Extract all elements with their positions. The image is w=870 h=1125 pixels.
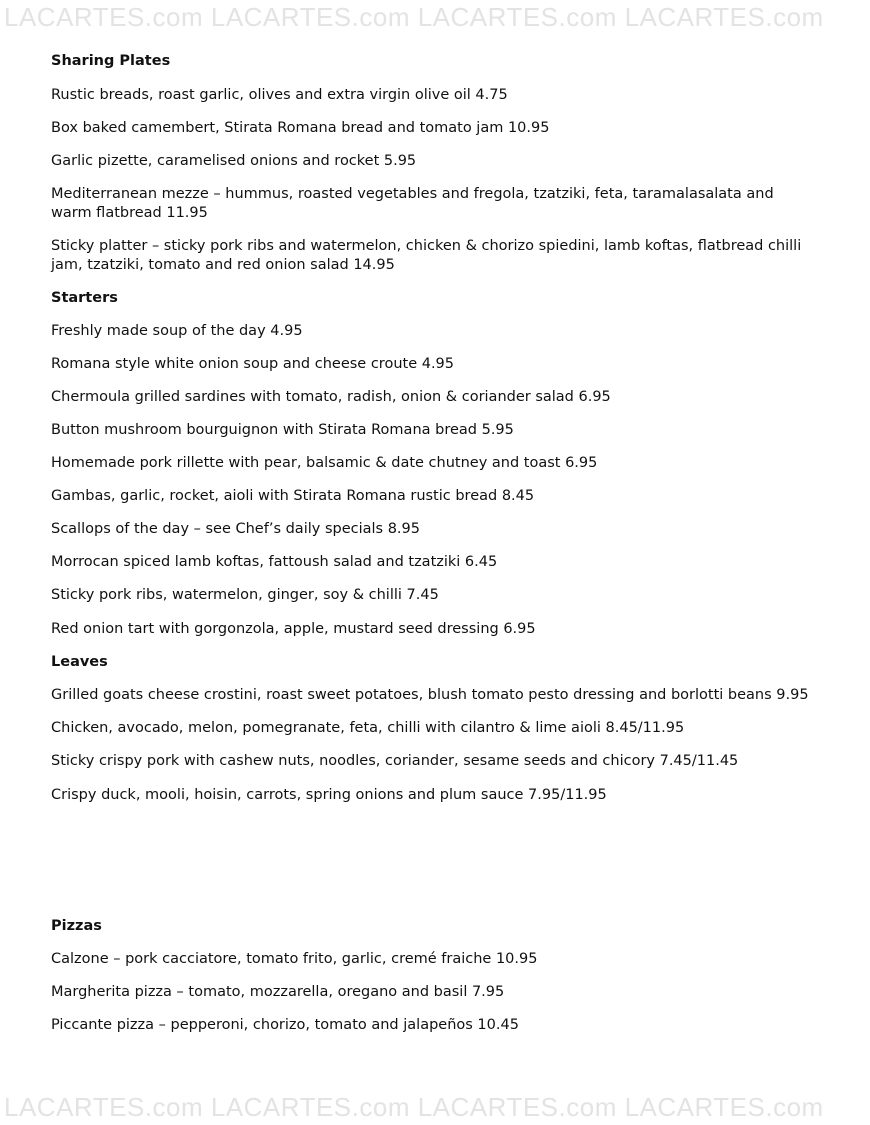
- menu-item: Crispy duck, mooli, hoisin, carrots, spring onions and plum sauce 7.95/11.95: [51, 787, 607, 803]
- menu-item: Piccante pizza – pepperoni, chorizo, tomato and jalapeños 10.45: [51, 1017, 519, 1033]
- menu-item: Chermoula grilled sardines with tomato, radish, onion & coriander salad 6.95: [51, 389, 611, 405]
- menu-item: Grilled goats cheese crostini, roast sweet potatoes, blush tomato pesto dressing and borlotti beans 9.95: [51, 687, 809, 703]
- menu-item: Sticky platter – sticky pork ribs and watermelon, chicken & chorizo spiedini, lamb koftas, flatbread chilli jam, tzatziki, tomato and red onion salad 14.95: [51, 238, 802, 273]
- menu-item: Mediterranean mezze – hummus, roasted vegetables and fregola, tzatziki, feta, taramalasalata and warm flatbread 11.95: [51, 186, 774, 221]
- menu-item: Gambas, garlic, rocket, aioli with Stirata Romana rustic bread 8.45: [51, 488, 535, 504]
- menu-item: Freshly made soup of the day 4.95: [51, 323, 303, 339]
- menu-item: Garlic pizette, caramelised onions and rocket 5.95: [51, 153, 417, 169]
- menu-item: Red onion tart with gorgonzola, apple, mustard seed dressing 6.95: [51, 621, 536, 637]
- menu-item: Box baked camembert, Stirata Romana bread and tomato jam 10.95: [51, 120, 550, 136]
- section-heading-leaves: Leaves: [51, 654, 108, 670]
- menu-item: Sticky crispy pork with cashew nuts, noodles, coriander, sesame seeds and chicory 7.45/11.45: [51, 753, 739, 769]
- menu-item: Button mushroom bourguignon with Stirata Romana bread 5.95: [51, 422, 514, 438]
- section-heading-pizzas: Pizzas: [51, 918, 102, 934]
- menu-item: Chicken, avocado, melon, pomegranate, feta, chilli with cilantro & lime aioli 8.45/11.95: [51, 720, 685, 736]
- section-heading-sharing-plates: Sharing Plates: [51, 53, 171, 69]
- menu-item: Calzone – pork cacciatore, tomato frito, garlic, cremé fraiche 10.95: [51, 951, 538, 967]
- watermark-bottom: LACARTES.com LACARTES.com LACARTES.com LACARTES.com: [4, 1092, 824, 1122]
- watermark-top: LACARTES.com LACARTES.com LACARTES.com LACARTES.com: [4, 2, 824, 32]
- section-heading-starters: Starters: [51, 290, 118, 306]
- menu-item: Homemade pork rillette with pear, balsamic & date chutney and toast 6.95: [51, 455, 598, 471]
- menu-item: Morrocan spiced lamb koftas, fattoush salad and tzatziki 6.45: [51, 554, 498, 570]
- menu-item: Rustic breads, roast garlic, olives and extra virgin olive oil 4.75: [51, 87, 508, 103]
- menu-item: Margherita pizza – tomato, mozzarella, oregano and basil 7.95: [51, 984, 505, 1000]
- menu-item: Scallops of the day – see Chef’s daily specials 8.95: [51, 521, 420, 537]
- menu-item: Sticky pork ribs, watermelon, ginger, soy & chilli 7.45: [51, 587, 439, 603]
- menu-item: Romana style white onion soup and cheese croute 4.95: [51, 356, 455, 372]
